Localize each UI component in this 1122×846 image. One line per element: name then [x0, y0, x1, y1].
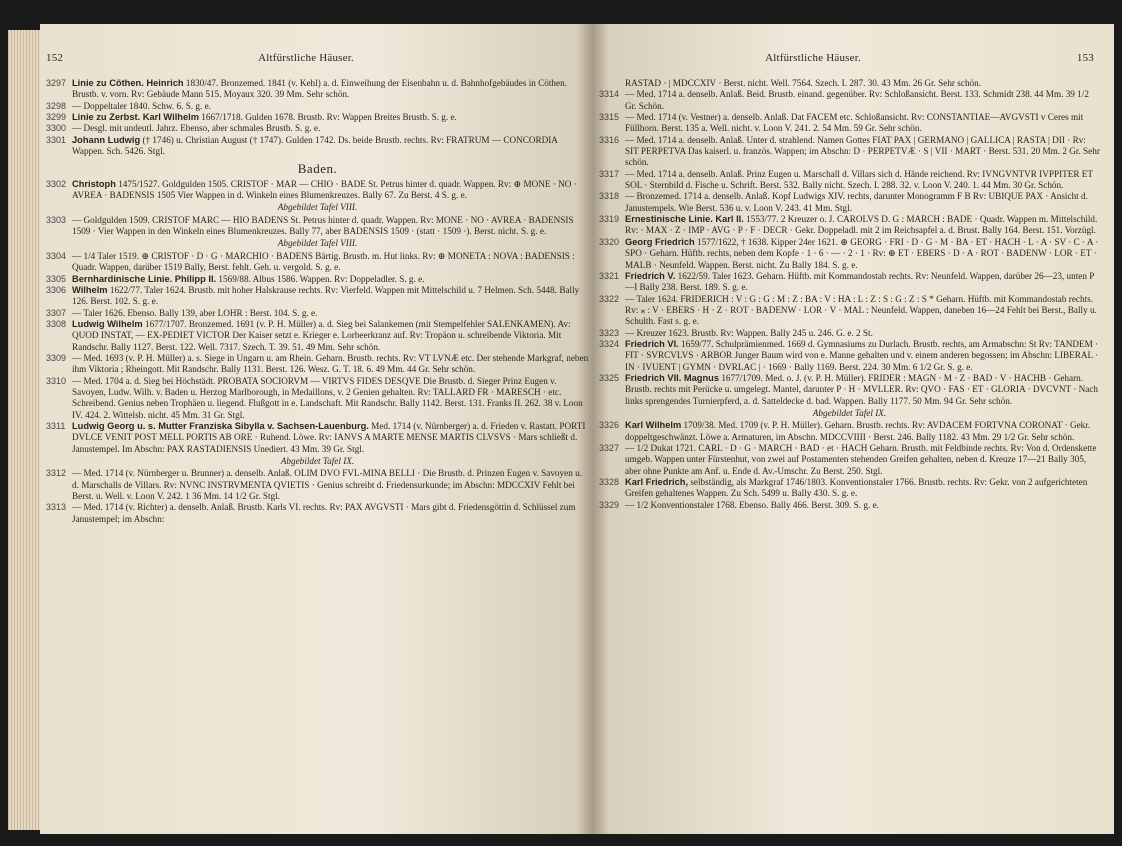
- entry-text: († 1746) u. Christian August († 1747). Gulden 1742. Ds. beide Brustb. rechts. Rv: FRATRUM — CONCORDIA Wappen. Sch. 5426. Stgl.: [72, 134, 558, 157]
- plate-caption: Abgebildet Tafel VIII.: [277, 238, 358, 249]
- catalog-entry: [599, 169, 1100, 192]
- entry-text: 1677/1709. Med. o. J. (v. P. H. Müller). FRIDER : MAGN · M · Z · BAD · V · HACHB · Geharn. Brustb. rechts mit Perücke u. umgelegt. Mantel, darunter P · H · MVLLER. Rv: QVO · FAS · ET · GLORIA · DVCVNT · Nach links sprengendes Turnierpferd, a. d. Satteldecke d. bad. Wappen. Bally 1177. 50 Mm. 94 Gr. Sehr schön.: [625, 372, 1098, 406]
- entry-text: — Med. 1714 a. denselb. Anlaß. Unter d. strahlend. Namen Gottes FIAT PAX | GERMANO | GALLICA | RASTA | DII · Rv: SIT PERPETVA Das kaiserl. u. französ. Wappen; im Abschn: D · PERPETVÆ · S | VII · MART · Berst. 531. 20 Mm. 2 Gr. Sehr schön.: [625, 134, 1100, 168]
- catalog-entry: [599, 373, 1100, 407]
- continued-entry: RASTAD · | MDCCXIV · Berst. nicht. Well. 7564. Szech. I. 287. 30. 43 Mm. 26 Gr. Sehr schön.: [625, 78, 982, 88]
- page-edges: [8, 30, 41, 830]
- catalog-entry: [46, 274, 589, 285]
- catalog-entry: [599, 135, 1100, 169]
- entry-text: 1667/1718. Gulden 1678. Brustb. Rv: Wappen Breites Brustb. S. g. e.: [201, 112, 457, 123]
- entry-text: — Med. 1704 a. d. Sieg bei Höchstädt. PROBATA SOCIORVM — VIRTVS FIDES DESQVE Die Brustb. d. Sieger Prinz Eugen v. Savoyen, Ludw. Wilh. v. Baden u. Herzog Marlborough, in Medaillons, v. 2 Genien gehalten. Rv: TALLARD FR · MARESCH · etc. Schreibend. Genius neben Trophäen u. liegend. Flußgott in e. Landschaft. Mit Randschr. Bally 1142. Berst. 131. Franks II. 262. 38 v. Loon IV. 424. 2. Wittelsb. nicht. 45 Mm. 31 Gr. Stgl.: [72, 375, 583, 420]
- entry-number: 3304: [46, 250, 67, 261]
- entry-name: Ernestinische Linie. Karl II.: [625, 214, 744, 225]
- entry-text: 1830/47. Bronzemed. 1841 (v. Kehl) a. d. Einweihung der Eisenbahn u. d. Bahnhofgebäudes in Cöthen. Brustb. v. vorn. Rv: Gebäude Mann 515. Moyaux 320. 39 Mm. Sehr schön.: [72, 78, 567, 100]
- entry-number: 3322: [599, 293, 620, 304]
- entry-text: — 1/2 Konventionstaler 1768. Ebenso. Bally 466. Berst. 309. S. g. e.: [625, 499, 879, 510]
- catalog-entry: [599, 271, 1100, 294]
- catalog-entry: [46, 215, 589, 238]
- right-body: [599, 78, 1100, 511]
- catalog-entry: [599, 294, 1100, 328]
- catalog-entry: [46, 101, 589, 112]
- entry-text: — Taler 1626. Ebenso. Bally 139, aber LOHR : Berst. 104. S. g. e.: [72, 307, 318, 318]
- catalog-entry: [599, 443, 1100, 477]
- plate-caption: Abgebildet Tafel IX.: [812, 407, 887, 418]
- entry-text: — Med. 1714 (v. Richter) a. denselb. Anlaß. Brustb. Karls VI. rechts. Rv: PAX AVGVSTI · Mars gibt d. Friedensgöttin d. Schlüssel zum Janustempel; im Abschn:: [72, 502, 576, 524]
- catalog-entry: [599, 339, 1100, 373]
- entry-number: 3306: [46, 284, 67, 295]
- entry-text: selbständig, als Markgraf 1746/1803. Konventionstaler 1766. Brustb. rechts. Rv: Gekr. von 2 aufgerichteten Greifen gehaltenes Wappen. Zu Sch. 5499 u. Bally 430. S. g. e.: [625, 477, 1088, 499]
- catalog-entry: [46, 319, 589, 353]
- entry-name: Linie zu Zerbst. Karl Wilhelm: [72, 112, 199, 123]
- entry-number: 3320: [599, 236, 620, 247]
- entry-number: 3297: [46, 78, 67, 88]
- entry-name: Georg Friedrich: [625, 236, 695, 247]
- entry-number: 3329: [599, 499, 620, 510]
- catalog-entry: [46, 78, 589, 101]
- entry-number: 3311: [46, 420, 66, 431]
- left-header: [46, 52, 573, 64]
- entry-name: Ludwig Georg u. s. Mutter Franziska Sibylla v. Sachsen-Lauenburg.: [72, 420, 369, 431]
- entry-number: 3309: [46, 352, 67, 363]
- entry-text: 1475/1527. Goldgulden 1505. CRISTOF · MAR — CHIO · BADE St. Petrus hinter d. quadr. Wappen. Rv: ⊕ MONE · NO · AVREA · BADENSIS 1505 Vier Wappen in d. Winkeln eines Blumenkreuzes. Bally 67. Zu Berst. 4 S. g. e.: [72, 178, 577, 201]
- catalog-entry: [599, 477, 1100, 500]
- plate-caption: Abgebildet Tafel IX.: [280, 456, 355, 466]
- book-spread: [8, 24, 1114, 834]
- entry-number: 3324: [599, 338, 620, 349]
- entry-number: 3317: [599, 168, 620, 179]
- entry-number: 3323: [599, 327, 620, 338]
- catalog-entry: [599, 112, 1100, 135]
- entry-number: 3302: [46, 178, 67, 189]
- catalog-entry: [46, 468, 589, 502]
- entry-name: Bernhardinische Linie. Philipp II.: [72, 273, 217, 284]
- entry-name: Friedrich V.: [625, 270, 676, 281]
- entry-text: — Med. 1693 (v. P. H. Müller) a. s. Siege in Ungarn u. am Rhein. Geharn. Brustb. rechts. Rv: VT LVNÆ etc. Der stehende Markgraf, neben ihm Viktoria ; Rheingott. Mit Randschr. Bally 1131. Berst. 126. Wesz. G. T. 18. 6. 49 Mm. 44 Gr. Sehr schön.: [72, 352, 589, 375]
- catalog-entry: [46, 421, 589, 455]
- entry-name: Johann Ludwig: [72, 134, 141, 145]
- entry-number: 3315: [599, 112, 620, 123]
- entry-name: Christoph: [72, 178, 116, 189]
- plate-caption: Abgebildet Tafel VIII.: [277, 202, 358, 213]
- entry-number: 3300: [46, 123, 67, 134]
- catalog-entry: [46, 353, 589, 376]
- entry-text: 1709/38. Med. 1709 (v. P. H. Müller). Geharn. Brustb. rechts. Rv: AVDACEM FORTVNA CORONAT · Gekr. doppeltgeschwänzt. Löwe a. Armaturen, im Abschn. MDCCVIIII · Berst. 246. Bally 1182. 43 Mm. 29 1/2 Gr. Sehr schön.: [625, 420, 1091, 442]
- entry-number: 3303: [46, 214, 67, 225]
- catalog-entry: [599, 191, 1100, 214]
- entry-number: 3305: [46, 273, 67, 284]
- entry-text: — Taler 1624. FRIDERICH : V : G : G : M : Z : BA : V : HA : L : Z : S : G : Z : S * Geharn. Hüftb. mit Kommandostab rechts. Rv: ⁎ : V · EBERS · H · Z · ROT · BADENW · LOR · V · MAL : Neunfeld. Wappen, daneben 16—24 Fehlt bei Berst., Bally u. Schulth. Fast s. g. e.: [625, 293, 1097, 327]
- catalog-entry: [46, 112, 589, 123]
- entry-number: 3301: [46, 134, 67, 145]
- entry-text: — 1/2 Dukat 1721. CARL · D · G · MARCH · BAD · et · HACH Geharn. Brustb. mit Feldbinde rechts. Rv: Von d. Ordenskette umgeb. Wappen unter Fürstenhut, von zwei auf Postamenten stehenden Greifen gehalten, neben d. Kreuze 17—21 Bally 305, aber ohne Punkte am Anf. u. Ende d. Av.-Umschr. Zu Berst. 250. Stgl.: [625, 443, 1097, 476]
- entry-number: 3325: [599, 372, 620, 383]
- entry-text: — Kreuzer 1623. Brustb. Rv: Wappen. Bally 245 u. 246. G. e. 2 St.: [625, 327, 873, 338]
- entry-text: 1622/59. Taler 1623. Geharn. Hüftb. mit Kommandostab rechts. Rv: Neunfeld. Wappen, darüber 26—23, unten P—I Bally 238. Berst. 189. S. g. e.: [625, 270, 1095, 293]
- entry-number: 3313: [46, 502, 67, 513]
- section-heading: Baden.: [297, 161, 338, 177]
- entry-text: 1659/77. Schulprämienmed. 1669 d. Gymnasiums zu Durlach. Brustb. rechts, am Armabschn: St Rv: TANDEM · FIT · SVRCVLVS · ARBOR Junger Baum wird von e. Manne gehalten und v. einem anderen begossen; im Abschn: LIBERAL · IN · IVUENT | GYMN · DVRLAC | · 1669 · Bally 1169. Berst. 224. 30 Mm. 6 1/2 Gr. S. g. e.: [625, 338, 1099, 372]
- entry-number: 3321: [599, 270, 620, 281]
- entry-number: 3310: [46, 375, 67, 386]
- catalog-entry: [46, 285, 589, 308]
- catalog-entry: [599, 214, 1100, 237]
- entry-text: — 1/4 Taler 1519. ⊕ CRISTOF · D · G · MARCHIO · BADENS Bärtig. Brustb. m. Hut links. Rv: ⊕ MONETA : NOVA : BADENSIS : Quadr. Wappen, darüber 1519 Bally, Berst. fehlt. Geh. u. vergold. S. g. e.: [72, 250, 575, 273]
- catalog-entry: [46, 502, 589, 525]
- entry-number: 3307: [46, 307, 67, 318]
- entry-number: 3314: [599, 89, 620, 100]
- entry-name: Linie zu Cöthen. Heinrich: [72, 78, 184, 88]
- entry-text: 1553/77. 2 Kreuzer o. J. CAROLVS D. G : MARCH : BADE · Quadr. Wappen m. Mittelschild. Rv: · MAX · Z · IMP · AVG · P · F · DECR · Gekr. Doppeladl. mit 2 im Reichsapfel a. d. Brust. Bally 164. Berst. 151. Vorzügl.: [625, 214, 1098, 236]
- entry-number: 3299: [46, 112, 67, 123]
- catalog-entry: [599, 237, 1100, 271]
- entry-text: — Med. 1714 a. denselb. Anlaß. Prinz Eugen u. Marschall d. Villars sich d. Hände reichend. Rv: IVNGVNTVR IVPPITER ET SOL · Sternbild d. Fische u. Schrift. Berst. 532. Bally nicht. Szech. I. 288. 32. v. Loon V. 240. 1. 44 Mm. 30 Gr. Schön.: [625, 168, 1093, 191]
- entry-text: — Med. 1714 (v. Vestner) a. denselb. Anlaß. Dat FACEM etc. Schloßansicht. Rv: CONSTANTIAE—AVGVSTI v Ceres mit Füllhorn. Berst. 135 a. Well. nicht. v. Loon V. 241. 2. 54 Mm. 59 Gr. Sehr schön.: [625, 112, 1084, 134]
- entry-number: 3316: [599, 134, 620, 145]
- entry-text: 1577/1622, † 1638. Kipper 24er 1621. ⊕ GEORG · FRI · D · G · M · BA · ET · HACH · L · A · SV · C · A · SPO · Geharn. Hüftb. rechts, neben dem Kopfe · 1 · 6 · — · 2 · 1 · Rv: ⊕ ET · EBERS · D · A · ROT · BADENW · LOR · ET · MALB · Neunfeld. Wappen. Berst. nicht. Zu Bally 184. S. g. e.: [625, 236, 1099, 270]
- catalog-entry: [46, 135, 589, 158]
- entry-text: — Goldgulden 1509. CRISTOF MARC — HIO BADENS St. Petrus hinter d. quadr. Wappen. Rv: MONE · NO · AVREA · BADENSIS 1509 · Vier Wappen in den Winkeln eines Blumenkreuzes. Bally 77, aber BADENSIS 1509 · (statt · 1509 ·). Berst. nicht. S. g. e.: [72, 214, 574, 237]
- entry-number: 3327: [599, 443, 620, 453]
- catalog-entry: [46, 179, 589, 202]
- entry-text: — Desgl. mit undeutl. Jahrz. Ebenso, aber schmales Brustb. S. g. e.: [72, 123, 321, 134]
- entry-name: Wilhelm: [72, 284, 108, 295]
- entry-name: Friedrich VI.: [625, 338, 679, 349]
- entry-name: Friedrich VII. Magnus: [625, 372, 720, 383]
- entry-name: Karl Wilhelm: [625, 420, 682, 431]
- left-page: [40, 24, 593, 834]
- running-head: Altfürstliche Häuser.: [258, 52, 354, 64]
- entry-number: 3328: [599, 477, 620, 488]
- catalog-entry: [46, 251, 589, 274]
- entry-text: — Med. 1714 (v. Nürnberger u. Brunner) a. denselb. Anlaß. OLIM DVO FVL-MINA BELLI · Die Brustb. d. Prinzen Eugen v. Savoyen u. d. Marschalls de Villars. Rv: NVNC INSTRVMENTA QVIETIS · Genius schreibt d. Friedensurkunde; im Abschn: MDCCXIV Fehlt bei Berst. u. Well. v. Loon V. 242. 1 36 Mm. 14 1/2 Gr. Stgl.: [72, 468, 582, 502]
- catalog-entry: [599, 500, 1100, 511]
- entry-text: Med. 1714 (v. Nürnberger) a. d. Frieden v. Rastatt. PORTI DVLCE VENIT POST MELL PORTIS AB ORE · Ruhend. Löwe. Rv: IANVS A MARTE MENSE MARTIS CLVSVS · Mars schließt d. Janustempel. Im Abschn: PAX RASTADIENSIS Unediert. 43 Mm. 39 Gr. Stgl.: [72, 420, 586, 454]
- entry-number: 3298: [46, 100, 67, 111]
- running-head: Altfürstliche Häuser.: [765, 52, 861, 64]
- left-body: [46, 78, 589, 525]
- entry-text: 1622/77. Taler 1624. Brustb. mit hoher Halskrause rechts. Rv: Vierfeld. Wappen mit Mittelschild u. 7 Helmen. Sch. 5448. Bally 126. Berst. 102. S. g. e.: [72, 284, 580, 307]
- catalog-entry: [46, 376, 589, 421]
- entry-text: — Bronzemed. 1714 a. denselb. Anlaß. Kopf Ludwigs XIV. rechts, darunter Monogramm F B Rv: UBIQUE PAX · Ansicht d. Janustempels. Wie Berst. 536 u. v. Loon V. 243. 41 Mm. Stgl.: [625, 191, 1088, 213]
- entry-text: — Med. 1714 a. denselb. Anlaß. Beid. Brustb. einand. gegenüber. Rv: Schloßansicht. Berst. 133. Schmidt 238. 44 Mm. 39 1/2 Gr. Schön.: [625, 89, 1089, 111]
- entry-text: 1677/1707. Bronzemed. 1691 (v. P. H. Müller) a. d. Sieg bei Salankemen (mit Stempelfehler SALENKAMEN). Av: QUOD INSTAT, — EX-PEDIET VICTOR Der Kaiser setzt e. Krieger e. Lorbeerkranz auf. Rv: Tropäon u. schreibende Viktoria. Mit Randschr. Bally 1127. Berst. 122. Well. 7317. Szech. T. 39. 51. 49 Mm. Sehr schön.: [72, 318, 571, 352]
- page-number: 153: [1076, 52, 1094, 64]
- entry-text: — Doppeltaler 1840. Schw. 6. S. g. e.: [72, 100, 211, 111]
- right-page: [593, 24, 1114, 834]
- catalog-entry: [46, 308, 589, 319]
- page-number: 152: [46, 52, 64, 64]
- entry-number: 3319: [599, 214, 620, 225]
- catalog-entry: [599, 89, 1100, 112]
- catalog-entry: [599, 328, 1100, 339]
- entry-text: 1569/88. Albus 1586. Wappen. Rv: Doppeladler. S. g. e.: [218, 273, 425, 284]
- entry-number: 3312: [46, 468, 67, 479]
- entry-name: Karl Friedrich,: [625, 477, 689, 488]
- entry-number: 3318: [599, 191, 620, 202]
- entry-name: Ludwig Wilhelm: [72, 318, 143, 329]
- catalog-entry: [46, 123, 589, 134]
- entry-number: 3308: [46, 318, 67, 329]
- entry-number: 3326: [599, 420, 620, 431]
- catalog-entry: [599, 420, 1100, 443]
